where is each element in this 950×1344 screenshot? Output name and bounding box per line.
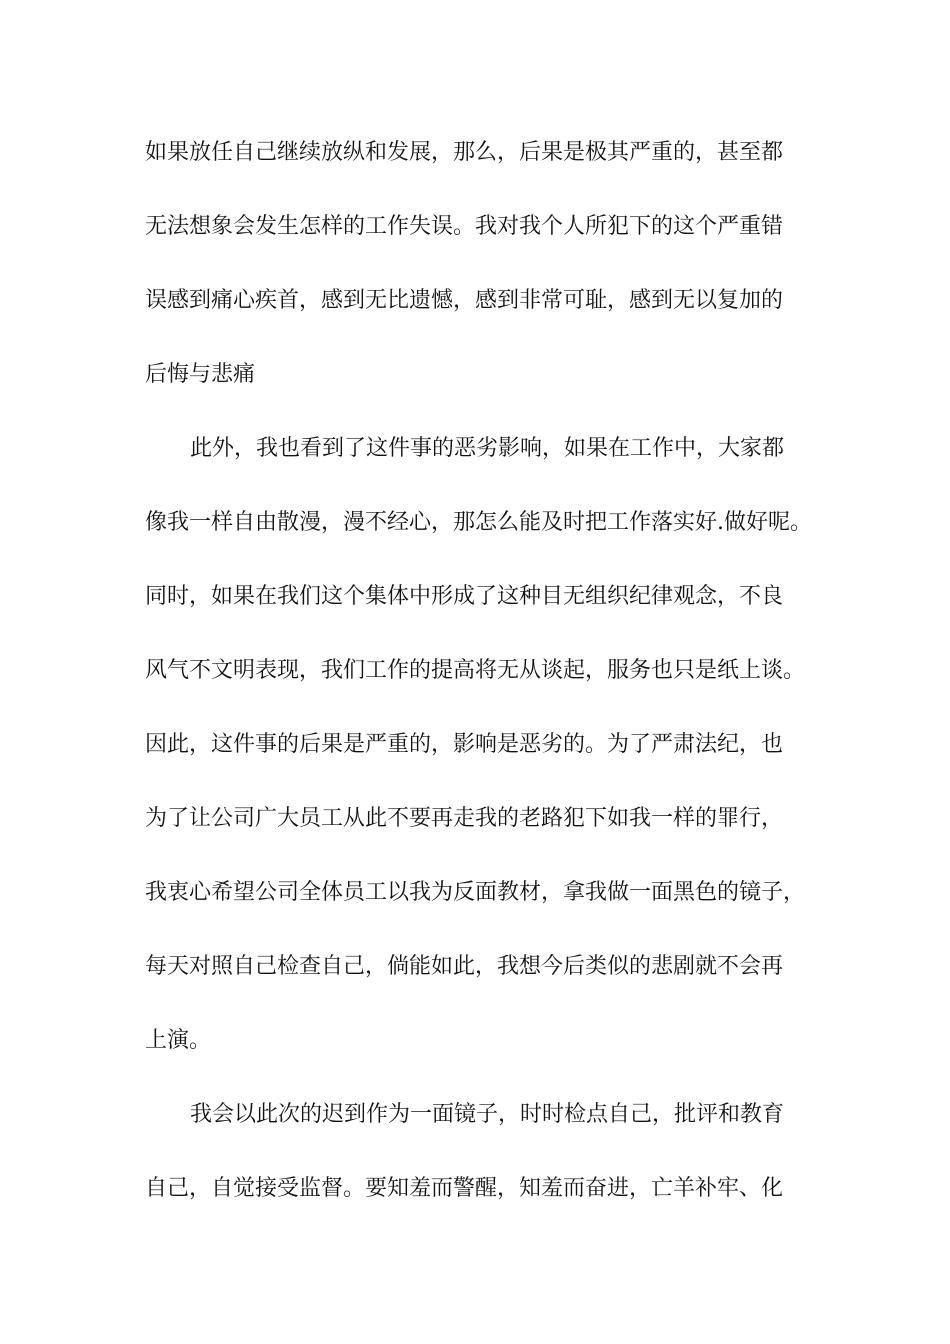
text-line: 像我一样自由散漫，漫不经心，那怎么能及时把工作落实好.做好呢。 bbox=[145, 510, 812, 535]
text-line: 每天对照自己检查自己，倘能如此，我想今后类似的悲剧就不会再 bbox=[145, 954, 784, 979]
text-line: 我衷心希望公司全体员工以我为反面教材，拿我做一面黑色的镜子， bbox=[145, 880, 806, 905]
text-line: 如果放任自己继续放纵和发展，那么，后果是极其严重的，甚至都 bbox=[145, 140, 784, 165]
text-line: 因此，这件事的后果是严重的，影响是恶劣的。为了严肃法纪，也 bbox=[145, 732, 784, 757]
paragraph-start-line: 此外，我也看到了这件事的恶劣影响，如果在工作中，大家都 bbox=[190, 436, 785, 461]
text-line: 误感到痛心疾首，感到无比遗憾，感到非常可耻，感到无以复加的 bbox=[145, 288, 784, 313]
text-line: 自己，自觉接受监督。要知羞而警醒，知羞而奋进，亡羊补牢、化 bbox=[145, 1176, 784, 1201]
text-line: 风气不文明表现，我们工作的提高将无从谈起，服务也只是纸上谈。 bbox=[145, 658, 806, 683]
text-line: 为了让公司广大员工从此不要再走我的老路犯下如我一样的罪行， bbox=[145, 806, 784, 831]
text-line: 同时，如果在我们这个集体中形成了这种目无组织纪律观念，不良 bbox=[145, 584, 784, 609]
paragraph-start-line: 我会以此次的迟到作为一面镜子，时时检点自己，批评和教育 bbox=[190, 1102, 785, 1127]
text-line: 后悔与悲痛 bbox=[145, 362, 256, 387]
text-line: 无法想象会发生怎样的工作失误。我对我个人所犯下的这个严重错 bbox=[145, 214, 784, 239]
text-line: 上演。 bbox=[145, 1028, 212, 1053]
